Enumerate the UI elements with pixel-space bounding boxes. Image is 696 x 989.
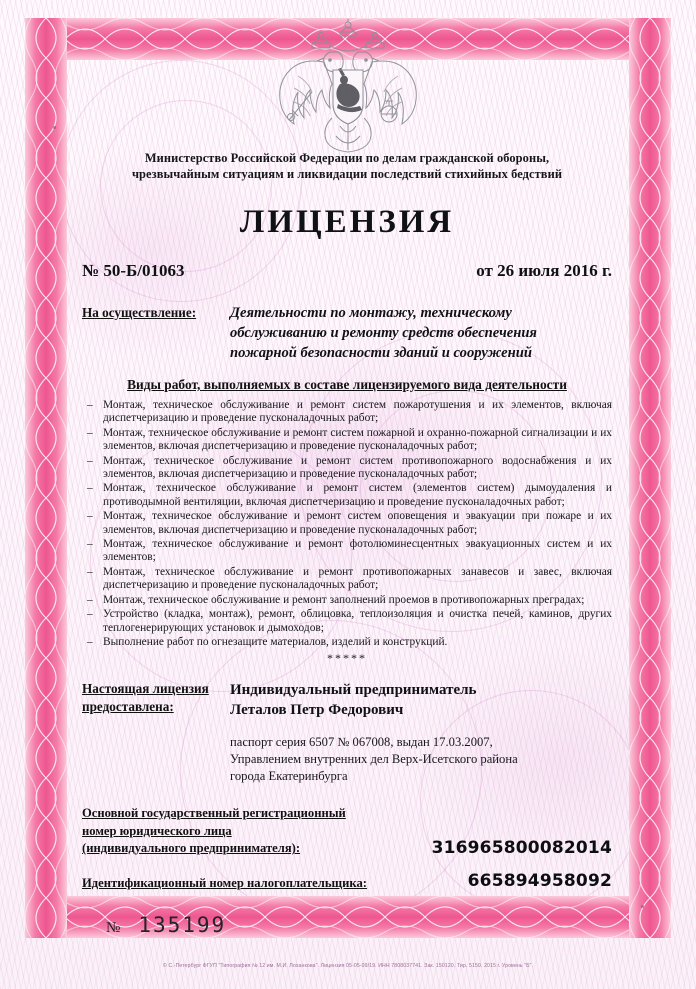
works-list: [82, 399, 612, 649]
inn-value: 665894958092: [467, 870, 612, 891]
serial-symbol: №: [106, 919, 121, 936]
ogrn-label: [82, 805, 432, 858]
russian-coat-of-arms-icon: [268, 18, 428, 156]
ogrn-label-line-3: (индивидуального предпринимателя):: [82, 841, 301, 856]
ogrn-label-line-1: Основной государственный регистрационный: [82, 806, 346, 821]
ministry-line-2: чрезвычайным ситуациям и ликвидации последствий стихийных бедствий: [131, 167, 563, 181]
grantee-name-line-1: Индивидуальный предприниматель: [230, 682, 477, 699]
passport-line-1: паспорт серия 6507 № 067008, выдан 17.03.2007,: [230, 735, 493, 750]
purpose-label: На осуществление:: [82, 305, 197, 320]
grantee-name-line-2: Леталов Петр Федорович: [230, 702, 404, 719]
grantee-label: [82, 680, 230, 720]
purpose-line-3: пожарной безопасности зданий и сооружений: [230, 345, 532, 361]
works-list-item: – Выполнение работ по огнезащите материалов, изделий и конструкций.: [82, 636, 612, 649]
border-band-left: [25, 18, 67, 938]
section-separator: *****: [327, 651, 367, 666]
license-number-row: [82, 261, 612, 281]
purpose-section: [82, 303, 612, 363]
works-list-item: – Монтаж, техническое обслуживание и ремонт систем пожарной и охранно-пожарной сигнализации и их элементов, включая диспетчеризацию и проведение пусконаладочных работ;: [82, 427, 612, 454]
purpose-line-2: обслуживанию и ремонту средств обеспечения: [230, 325, 537, 341]
passport-line-2: Управлением внутренних дел Верх-Исетского района: [230, 752, 518, 767]
purpose-line-1: Деятельности по монтажу, техническому: [230, 305, 512, 321]
license-content: [82, 150, 612, 937]
works-list-item: – Монтаж, техническое обслуживание и ремонт систем оповещения и эвакуации при пожаре и их элементов, включая диспетчеризацию и проведение пусконаладочных работ;: [82, 510, 612, 537]
print-speck: [53, 126, 56, 129]
works-list-item: – Монтаж, техническое обслуживание и ремонт систем (элементов систем) дымоудаления и противодымной вентиляции, включая диспетчеризацию и проведение пусконаладочных работ;: [82, 482, 612, 509]
serial-row: [82, 913, 612, 937]
purpose-value: [230, 303, 537, 363]
printer-imprint: © С.-Петербург ФГУП "Типография № 12 им. М.И. Лоханкова". Лицензия 05-05-09/19. ИНН 7808037741. Зак. 150120. Тир. 5150. 2015 г. Уровень "Б".: [162, 963, 534, 969]
works-list-item: – Монтаж, техническое обслуживание и ремонт противопожарных занавесов и завес, включая диспетчеризацию и проведение пусконаладочных работ;: [82, 566, 612, 593]
inn-label: Идентификационный номер налогоплательщика:: [82, 875, 367, 890]
works-list-item: – Монтаж, техническое обслуживание и ремонт фотолюминесцентных эвакуационных систем и их элементов;: [82, 538, 612, 565]
license-date: от 26 июля 2016 г.: [476, 261, 612, 280]
grantee-section: [82, 680, 612, 720]
print-speck: [641, 905, 644, 908]
grantee-label-line-2: предоставлена:: [82, 699, 174, 715]
grantee-name: [230, 680, 476, 720]
works-heading: Виды работ, выполняемых в составе лицензируемого вида деятельности: [127, 377, 567, 392]
ministry-line-1: Министерство Российской Федерации по делам гражданской обороны,: [144, 151, 550, 165]
document-title: ЛИЦЕНЗИЯ: [239, 204, 455, 240]
works-list-item: – Монтаж, техническое обслуживание и ремонт заполнений проемов в противопожарных преградах;: [82, 594, 612, 607]
passport-line-3: города Екатеринбурга: [230, 769, 348, 784]
border-band-right: [629, 18, 671, 938]
passport-details: [230, 734, 612, 785]
serial-number: 135199: [138, 912, 227, 937]
inn-row: [82, 871, 612, 891]
works-list-item: – Монтаж, техническое обслуживание и ремонт систем пожаротушения и их элементов, включая диспетчеризацию и проведение пусконаладочных работ;: [82, 399, 612, 426]
license-number: № 50-Б/01063: [82, 261, 185, 280]
ogrn-value: 316965800082014: [431, 837, 612, 858]
ogrn-row: [82, 805, 612, 858]
grantee-label-line-1: Настоящая лицензия: [82, 681, 209, 697]
works-list-item: – Устройство (кладка, монтаж), ремонт, облицовка, теплоизоляция и очистка печей, каминов, других теплогенерирующих установок и дымоходов;: [82, 608, 612, 635]
works-list-item: – Монтаж, техническое обслуживание и ремонт систем противопожарного водоснабжения и их элементов, включая диспетчеризацию и проведение пусконаладочных работ;: [82, 455, 612, 482]
ministry-name: [82, 150, 612, 182]
ogrn-label-line-2: номер юридического лица: [82, 823, 232, 838]
